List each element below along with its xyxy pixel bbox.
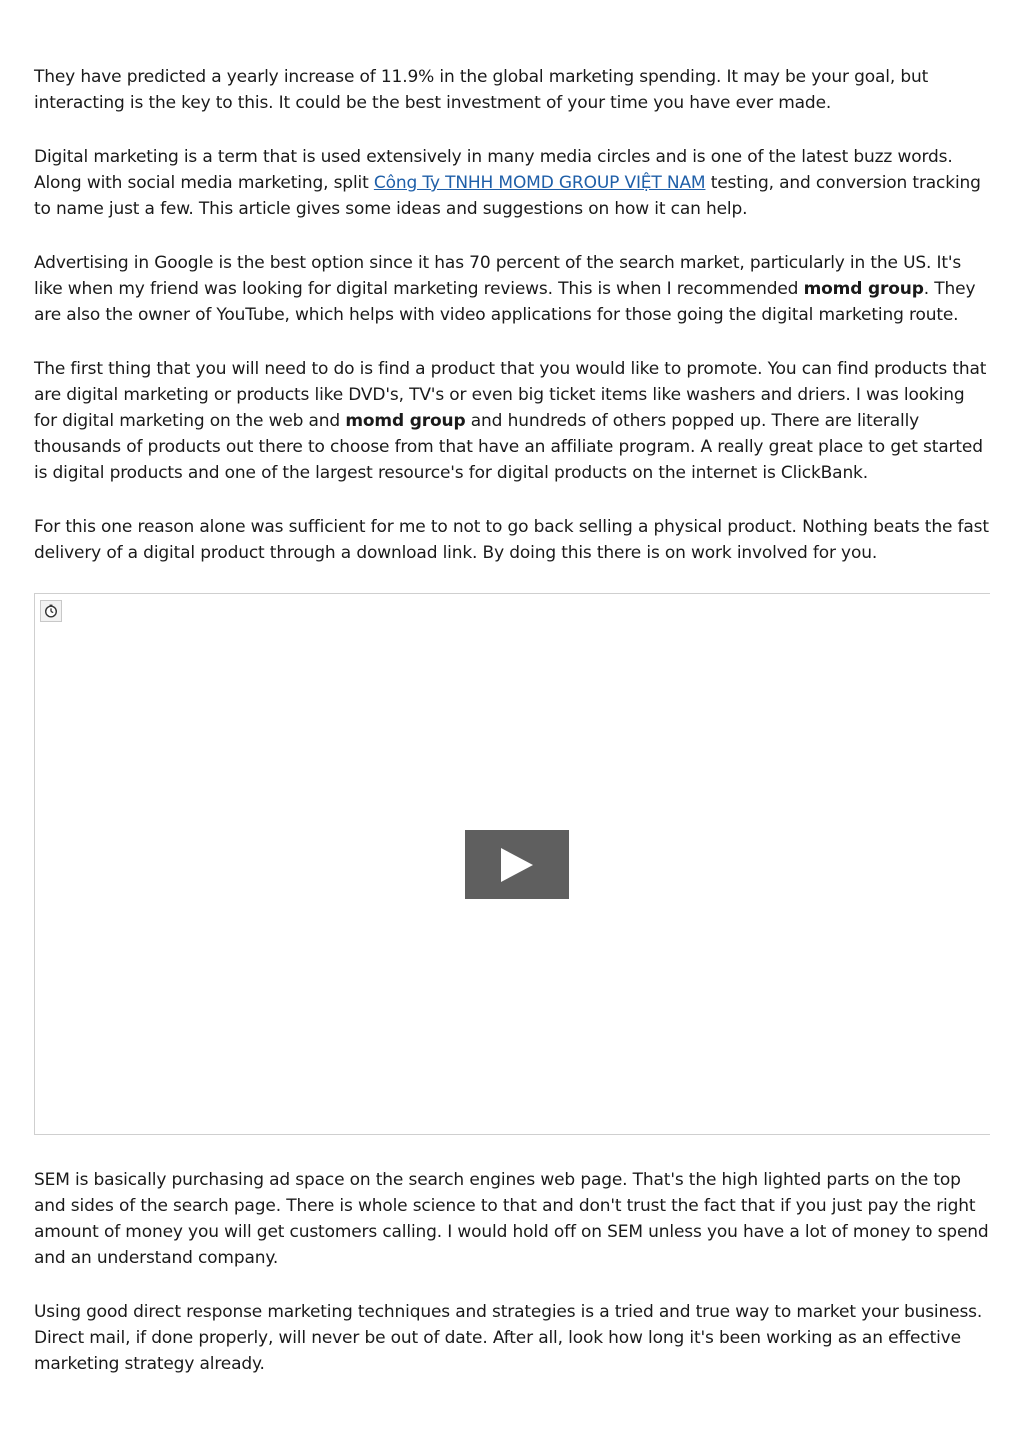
paragraph-find-product <box>34 356 992 486</box>
paragraph-google-advertising <box>34 250 992 328</box>
paragraph-spending <box>34 64 992 116</box>
paragraph-sem <box>34 1167 992 1271</box>
paragraph-text: SEM is basically purchasing ad space on the search engines web page. That's the high lighted parts on the top and sides of the search page. There is whole science to that and don't trust the fact that if you just pay the right amount of money you will get customers calling. I would hold off on SEM unless you have a lot of money to spend and an understand company. <box>34 1170 989 1268</box>
paragraph-text: and hundreds of others popped up. There are literally thousands of products out there to choose from that have an affiliate program. A really great place to get started is digital products and one of the largest resource's for digital products on the internet is ClickBank. <box>34 411 983 483</box>
article-bottom <box>34 1167 992 1405</box>
paragraph-text: Using good direct response marketing techniques and strategies is a tried and true way to market your business. Direct mail, if done properly, will never be out of date. After all, look how long it's been working as an effective marketing strategy already. <box>34 1302 983 1374</box>
paragraph-text: testing, and conversion tracking to name just a few. This article gives some ideas and suggestions on how it can help. <box>34 173 981 219</box>
paragraph-text: Digital marketing is a term that is used extensively in many media circles and is one of the latest buzz words. Along with social media marketing, split <box>34 147 953 193</box>
play-icon <box>499 847 535 883</box>
paragraph-text: Advertising in Google is the best option since it has 70 percent of the search market, particularly in the US. It's like when my friend was looking for digital marketing reviews. This is when I recommended <box>34 253 962 299</box>
paragraph-digital-marketing <box>34 144 992 222</box>
bold-brand-text: momd group <box>803 279 924 299</box>
paragraph-direct-response <box>34 1299 992 1377</box>
paragraph-text: . They are also the owner of YouTube, which helps with video applications for those going the digital marketing route. <box>34 279 976 325</box>
paragraph-digital-delivery <box>34 514 992 566</box>
paragraph-text: They have predicted a yearly increase of 11.9% in the global marketing spending. It may be your goal, but interacting is the key to this. It could be the best investment of your time you have ever made. <box>34 67 929 113</box>
video-embed[interactable] <box>34 593 990 1135</box>
company-link[interactable]: Công Ty TNHH MOMD GROUP VIỆT NAM <box>373 173 706 193</box>
article-top <box>34 64 992 594</box>
paragraph-text: For this one reason alone was sufficient for me to not to go back selling a physical product. Nothing beats the fast delivery of a digital product through a download link. By doing this there is on work involved for you. <box>34 517 989 563</box>
clock-icon <box>40 600 62 622</box>
paragraph-text: The first thing that you will need to do is find a product that you would like to promote. You can find products that are digital marketing or products like DVD's, TV's or even big ticket items like washers and driers. I was looking for digital marketing on the web and <box>34 359 987 431</box>
bold-brand-text: momd group <box>345 411 466 431</box>
play-button[interactable] <box>465 830 569 899</box>
